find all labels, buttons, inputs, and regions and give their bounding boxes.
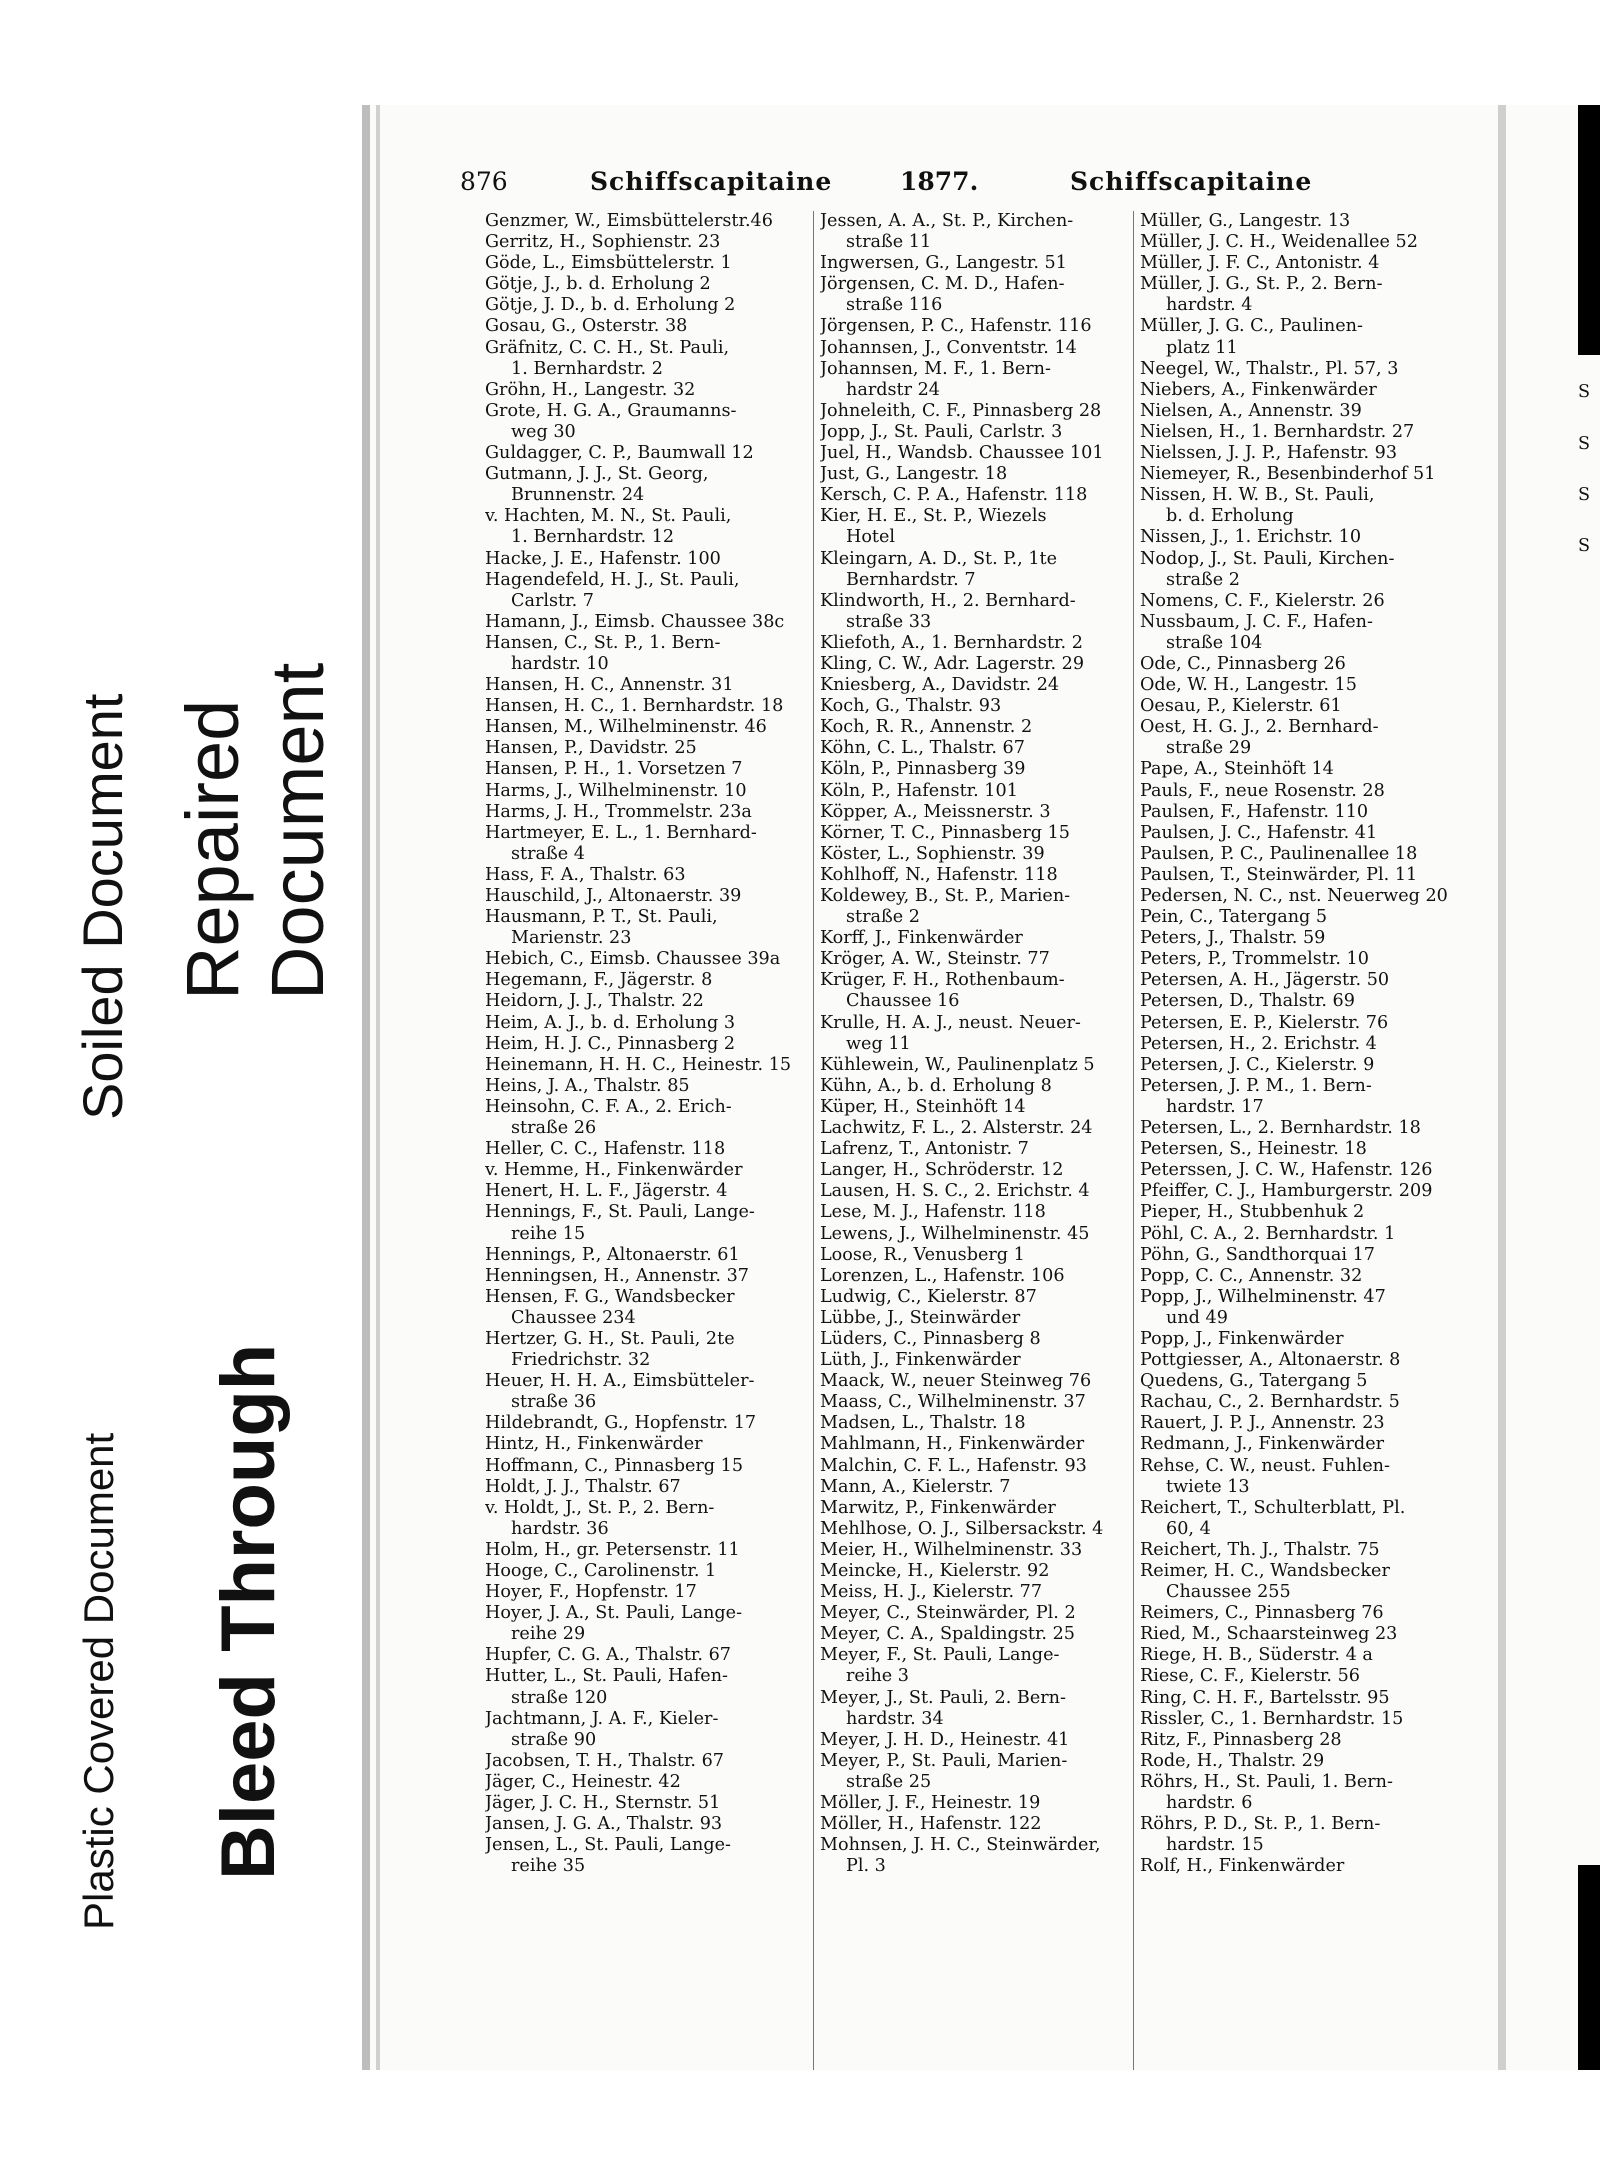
directory-entry-continuation: straße 104 [1166, 632, 1263, 653]
directory-column-2 [820, 211, 1145, 1877]
directory-entry: Kling, C. W., Adr. Lagerstr. 29 [820, 653, 1085, 674]
directory-entry: Popp, J., Finkenwärder [1140, 1328, 1344, 1349]
directory-entry: Heinemann, H. H. C., Heinestr. 15 [485, 1054, 792, 1075]
directory-entry: Holdt, J. J., Thalstr. 67 [485, 1476, 681, 1497]
directory-entry: Johneleith, C. F., Pinnasberg 28 [820, 400, 1102, 421]
adjacent-page-edge [1506, 105, 1600, 2070]
directory-entry-continuation: reihe 29 [511, 1624, 586, 1645]
directory-entry-continuation: Carlstr. 7 [511, 590, 594, 611]
directory-entry-continuation: hardstr. 10 [511, 653, 609, 674]
directory-entry-continuation: hardstr. 15 [1166, 1835, 1264, 1856]
directory-entry: Lübbe, J., Steinwärder [820, 1307, 1021, 1328]
directory-entry: Hertzer, G. H., St. Pauli, 2te [485, 1328, 735, 1349]
directory-entry: Mehlhose, O. J., Silbersackstr. 4 [820, 1518, 1104, 1539]
directory-entry: Heidorn, J. J., Thalstr. 22 [485, 991, 704, 1012]
directory-entry: Gerritz, H., Sophienstr. 23 [485, 232, 721, 253]
directory-entry: Hoyer, F., Hopfenstr. 17 [485, 1582, 697, 1603]
directory-entry: Meyer, P., St. Pauli, Marien- [820, 1750, 1068, 1771]
directory-entry: Heim, H. J. C., Pinnasberg 2 [485, 1033, 736, 1054]
directory-entry: Kühn, A., b. d. Erholung 8 [820, 1075, 1052, 1096]
directory-entry: Heinsohn, C. F. A., 2. Erich- [485, 1096, 732, 1117]
adjacent-page-fragment: S [1578, 535, 1591, 556]
directory-entry: Nomens, C. F., Kielerstr. 26 [1140, 590, 1385, 611]
directory-entry: Reichert, T., Schulterblatt, Pl. [1140, 1497, 1406, 1518]
directory-entry: Rachau, C., 2. Bernhardstr. 5 [1140, 1392, 1400, 1413]
directory-entry: Redmann, J., Finkenwärder [1140, 1434, 1385, 1455]
directory-entry: Loose, R., Venusberg 1 [820, 1244, 1025, 1265]
directory-entry: Marwitz, P., Finkenwärder [820, 1497, 1056, 1518]
directory-entry: Krulle, H. A. J., neust. Neuer- [820, 1012, 1081, 1033]
directory-entry: Meiss, H. J., Kielerstr. 77 [820, 1582, 1043, 1603]
directory-entry: Müller, J. G. C., Paulinen- [1140, 316, 1363, 337]
directory-entry: Hupfer, C. G. A., Thalstr. 67 [485, 1645, 731, 1666]
directory-entry: Harms, J. H., Trommelstr. 23a [485, 801, 752, 822]
directory-entry: Petersen, H., 2. Erichstr. 4 [1140, 1033, 1377, 1054]
directory-entry: Lorenzen, L., Hafenstr. 106 [820, 1265, 1065, 1286]
directory-entry: Kniesberg, A., Davidstr. 24 [820, 675, 1060, 696]
directory-entry: Müller, J. F. C., Antonistr. 4 [1140, 253, 1380, 274]
directory-entry-continuation: Hotel [846, 527, 896, 548]
directory-entry: Koldewey, B., St. P., Marien- [820, 886, 1071, 906]
directory-entry: Meyer, C., Steinwärder, Pl. 2 [820, 1603, 1076, 1624]
directory-entry: Lese, M. J., Hafenstr. 118 [820, 1202, 1046, 1223]
directory-entry: Petersen, E. P., Kielerstr. 76 [1140, 1012, 1389, 1033]
directory-entry: Petersen, S., Heinestr. 18 [1140, 1139, 1367, 1160]
directory-entry: Jörgensen, P. C., Hafenstr. 116 [820, 316, 1092, 337]
directory-entry: Genzmer, W., Eimsbüttelerstr.46 [485, 211, 773, 231]
directory-entry: Pfeiffer, C. J., Hamburgerstr. 209 [1140, 1181, 1433, 1202]
directory-entry: Körner, T. C., Pinnasberg 15 [820, 822, 1070, 843]
directory-entry: Hass, F. A., Thalstr. 63 [485, 864, 686, 885]
directory-entry: Hennings, F., St. Pauli, Lange- [485, 1202, 755, 1223]
directory-entry: Pein, C., Tatergang 5 [1140, 907, 1328, 928]
directory-entry: Just, G., Langestr. 18 [820, 464, 1008, 485]
directory-entry: Meyer, C. A., Spaldingstr. 25 [820, 1624, 1076, 1645]
directory-entry-continuation: straße 36 [511, 1392, 597, 1413]
directory-entry: Quedens, G., Tatergang 5 [1140, 1371, 1368, 1392]
directory-entry: Ried, M., Schaarsteinweg 23 [1140, 1624, 1398, 1645]
directory-entry: Hacke, J. E., Hafenstr. 100 [485, 548, 721, 569]
directory-entry: Köpper, A., Meissnerstr. 3 [820, 801, 1051, 822]
directory-entry: Gräfnitz, C. C. H., St. Pauli, [485, 337, 730, 358]
directory-entry: Henert, H. L. F., Jägerstr. 4 [485, 1181, 728, 1202]
directory-entry: Rauert, J. P. J., Annenstr. 23 [1140, 1413, 1385, 1434]
directory-column-3 [1140, 211, 1465, 1877]
directory-entry-continuation: hardstr. 6 [1166, 1793, 1253, 1814]
directory-entry: Petersen, A. H., Jägerstr. 50 [1140, 970, 1390, 991]
directory-entry-continuation: straße 2 [1166, 569, 1240, 590]
directory-entry: Paulsen, F., Hafenstr. 110 [1140, 801, 1369, 822]
directory-entry: Köln, P., Hafenstr. 101 [820, 780, 1018, 801]
directory-entry: Harms, J., Wilhelminenstr. 10 [485, 780, 747, 801]
directory-entry: Meincke, H., Kielerstr. 92 [820, 1561, 1050, 1581]
directory-entry: Jäger, C., Heinestr. 42 [485, 1771, 681, 1792]
directory-entry-continuation: hardstr. 4 [1166, 295, 1253, 316]
directory-entry: Meier, H., Wilhelminenstr. 33 [820, 1539, 1083, 1560]
directory-entry: Pöhl, C. A., 2. Bernhardstr. 1 [1140, 1223, 1396, 1244]
header-right-title: Schiffscapitaine [1070, 167, 1313, 196]
directory-entry: Rode, H., Thalstr. 29 [1140, 1750, 1325, 1771]
directory-entry: Gosau, G., Osterstr. 38 [485, 316, 688, 337]
directory-entry: Kühlewein, W., Paulinenplatz 5 [820, 1054, 1095, 1075]
directory-entry: Langer, H., Schröderstr. 12 [820, 1160, 1064, 1181]
directory-entry: Hoffmann, C., Pinnasberg 15 [485, 1455, 744, 1476]
directory-entry: Lafrenz, T., Antonistr. 7 [820, 1139, 1029, 1160]
directory-entry-continuation: und 49 [1166, 1307, 1228, 1328]
directory-entry: Köster, L., Sophienstr. 39 [820, 843, 1045, 864]
directory-entry: Hansen, C., St. P., 1. Bern- [485, 632, 721, 653]
directory-entry-continuation: reihe 3 [846, 1666, 909, 1687]
directory-entry: Paulsen, J. C., Hafenstr. 41 [1140, 822, 1378, 843]
directory-entry: Kliefoth, A., 1. Bernhardstr. 2 [820, 632, 1083, 653]
directory-entry-continuation: straße 120 [511, 1687, 608, 1708]
directory-entry: v. Hemme, H., Finkenwärder [485, 1160, 743, 1181]
directory-entry: Popp, C. C., Annenstr. 32 [1140, 1265, 1363, 1286]
directory-entry: Hansen, P. H., 1. Vorsetzen 7 [485, 759, 743, 780]
column-divider [1133, 211, 1134, 2070]
directory-entry: Hensen, F. G., Wandsbecker [485, 1286, 735, 1307]
directory-entry: Hauschild, J., Altonaerstr. 39 [485, 886, 742, 906]
directory-entry: Holm, H., gr. Petersenstr. 11 [485, 1539, 740, 1560]
adjacent-page-fragment: S [1578, 382, 1591, 403]
directory-entry-continuation: platz 11 [1166, 337, 1238, 358]
directory-entry: Kier, H. E., St. P., Wiezels [820, 506, 1047, 527]
directory-entry: Hildebrandt, G., Hopfenstr. 17 [485, 1413, 757, 1434]
directory-entry: Hegemann, F., Jägerstr. 8 [485, 970, 713, 991]
directory-entry: Reichert, Th. J., Thalstr. 75 [1140, 1539, 1380, 1560]
column-divider [813, 211, 814, 2070]
directory-entry: Meyer, F., St. Pauli, Lange- [820, 1645, 1060, 1666]
directory-entry-continuation: 60, 4 [1166, 1518, 1211, 1539]
directory-entry: Maack, W., neuer Steinweg 76 [820, 1371, 1092, 1392]
directory-entry: v. Hachten, M. N., St. Pauli, [485, 506, 732, 527]
scanned-page [362, 105, 1500, 2070]
directory-entry: Paulsen, T., Steinwärder, Pl. 11 [1140, 864, 1418, 885]
directory-entry-continuation: Chaussee 255 [1166, 1582, 1291, 1603]
directory-entry: Jacobsen, T. H., Thalstr. 67 [485, 1750, 724, 1771]
directory-entry: Röhrs, P. D., St. P., 1. Bern- [1140, 1814, 1381, 1835]
directory-entry-continuation: straße 90 [511, 1729, 597, 1750]
directory-entry: Henningsen, H., Annenstr. 37 [485, 1265, 749, 1286]
directory-entry: Hintz, H., Finkenwärder [485, 1434, 703, 1455]
directory-entry: Heller, C. C., Hafenstr. 118 [485, 1139, 726, 1160]
directory-entry: Nielsen, H., 1. Bernhardstr. 27 [1140, 421, 1415, 442]
directory-entry: Johannsen, J., Conventstr. 14 [820, 337, 1077, 358]
directory-entry: Möller, H., Hafenstr. 122 [820, 1814, 1042, 1835]
directory-entry: Nussbaum, J. C. F., Hafen- [1140, 611, 1373, 632]
directory-entry: Petersen, J. P. M., 1. Bern- [1140, 1075, 1372, 1096]
directory-entry: Ritz, F., Pinnasberg 28 [1140, 1729, 1342, 1750]
directory-entry: Göde, L., Eimsbüttelerstr. 1 [485, 253, 732, 274]
directory-entry-continuation: Bernhardstr. 7 [846, 569, 976, 590]
directory-entry: Korff, J., Finkenwärder [820, 928, 1023, 949]
directory-entry: Küper, H., Steinhöft 14 [820, 1096, 1026, 1117]
directory-entry: Oest, H. G. J., 2. Bernhard- [1140, 717, 1379, 738]
directory-entry: Hansen, M., Wilhelminenstr. 46 [485, 717, 767, 738]
directory-entry: Röhrs, H., St. Pauli, 1. Bern- [1140, 1771, 1393, 1792]
directory-entry: Ingwersen, G., Langestr. 51 [820, 253, 1067, 274]
directory-entry: Mahlmann, H., Finkenwärder [820, 1434, 1085, 1455]
directory-entry-continuation: reihe 35 [511, 1856, 586, 1877]
directory-entry-continuation: 1. Bernhardstr. 12 [511, 527, 675, 548]
directory-entry: Ode, C., Pinnasberg 26 [1140, 653, 1346, 674]
directory-entry-continuation: reihe 15 [511, 1223, 586, 1244]
directory-entry: Hutter, L., St. Pauli, Hafen- [485, 1666, 728, 1687]
directory-entry: Hennings, P., Altonaerstr. 61 [485, 1244, 740, 1265]
directory-entry: Paulsen, P. C., Paulinenallee 18 [1140, 843, 1418, 864]
directory-entry-continuation: twiete 13 [1166, 1476, 1250, 1497]
directory-entry: Ring, C. H. F., Bartelsstr. 95 [1140, 1687, 1390, 1708]
directory-entry: Pauls, F., neue Rosenstr. 28 [1140, 780, 1385, 801]
directory-entry: Lüth, J., Finkenwärder [820, 1350, 1021, 1371]
soiled-document-label: Soiled Document [71, 693, 134, 1120]
directory-entry: Koch, R. R., Annenstr. 2 [820, 717, 1033, 738]
directory-entry: Niemeyer, R., Besenbinderhof 51 [1140, 464, 1436, 485]
directory-entry: Ode, W. H., Langestr. 15 [1140, 675, 1357, 696]
plastic-covered-document-label: Plastic Covered Document [75, 1432, 122, 1930]
directory-entry: Heim, A. J., b. d. Erholung 3 [485, 1012, 736, 1033]
directory-entry: Rolf, H., Finkenwärder [1140, 1856, 1345, 1877]
directory-entry: Guldagger, C. P., Baumwall 12 [485, 443, 754, 464]
directory-entry: Jansen, J. G. A., Thalstr. 93 [485, 1814, 723, 1835]
directory-entry: Mohnsen, J. H. C., Steinwärder, [820, 1835, 1101, 1856]
directory-entry: Riege, H. B., Süderstr. 4 a [1140, 1645, 1373, 1666]
directory-entry: Meyer, J., St. Pauli, 2. Bern- [820, 1687, 1066, 1708]
directory-entry: Hebich, C., Eimsb. Chaussee 39a [485, 949, 781, 970]
directory-entry: Götje, J., b. d. Erholung 2 [485, 274, 711, 295]
directory-entry: Müller, J. G., St. P., 2. Bern- [1140, 274, 1383, 295]
directory-entry-continuation: straße 29 [1166, 738, 1252, 759]
directory-entry: Hamann, J., Eimsb. Chaussee 38c [485, 611, 785, 632]
directory-entry: Reimers, C., Pinnasberg 76 [1140, 1603, 1384, 1624]
adjacent-page-fragment: S [1578, 484, 1591, 505]
directory-entry: Jessen, A. A., St. P., Kirchen- [820, 211, 1074, 231]
directory-entry: Gutmann, J. J., St. Georg, [485, 464, 709, 485]
repaired-document-label: Document [256, 662, 339, 1000]
directory-entry: Nissen, H. W. B., St. Pauli, [1140, 485, 1375, 506]
directory-entry: Klindworth, H., 2. Bernhard- [820, 590, 1076, 611]
directory-entry: Lüders, C., Pinnasberg 8 [820, 1328, 1041, 1349]
directory-entry: Oesau, P., Kielerstr. 61 [1140, 696, 1342, 717]
directory-entry: Jörgensen, C. M. D., Hafen- [820, 274, 1065, 295]
directory-entry: Peters, P., Trommelstr. 10 [1140, 949, 1369, 970]
directory-entry: Reimer, H. C., Wandsbecker [1140, 1561, 1390, 1581]
directory-entry-continuation: Marienstr. 23 [511, 928, 632, 949]
directory-entry: Maass, C., Wilhelminenstr. 37 [820, 1392, 1086, 1413]
directory-entry: Pottgiesser, A., Altonaerstr. 8 [1140, 1350, 1401, 1371]
directory-entry: Juel, H., Wandsb. Chaussee 101 [820, 443, 1104, 464]
directory-entry: Hagendefeld, H. J., St. Pauli, [485, 569, 740, 590]
directory-entry: Hartmeyer, E. L., 1. Bernhard- [485, 822, 757, 843]
directory-entry-continuation: Chaussee 234 [511, 1307, 636, 1328]
directory-entry: Heins, J. A., Thalstr. 85 [485, 1075, 690, 1096]
directory-entry-continuation: straße 11 [846, 232, 932, 253]
scan-border-top [1578, 105, 1600, 355]
directory-entry: Gröhn, H., Langestr. 32 [485, 379, 696, 400]
repaired-label: Repaired [171, 699, 254, 1000]
directory-entry: Götje, J. D., b. d. Erholung 2 [485, 295, 736, 316]
directory-entry: v. Holdt, J., St. P., 2. Bern- [485, 1497, 715, 1518]
directory-entry-continuation: b. d. Erholung [1166, 506, 1294, 527]
directory-entry: Hansen, P., Davidstr. 25 [485, 738, 697, 759]
directory-entry: Hoyer, J. A., St. Pauli, Lange- [485, 1603, 743, 1624]
directory-entry: Nissen, J., 1. Erichstr. 10 [1140, 527, 1362, 548]
book-gutter [1498, 105, 1506, 2070]
directory-entry: Müller, G., Langestr. 13 [1140, 211, 1351, 231]
directory-entry: Köhn, C. L., Thalstr. 67 [820, 738, 1025, 759]
directory-entry: Mann, A., Kielerstr. 7 [820, 1476, 1011, 1497]
directory-entry-continuation: straße 116 [846, 295, 943, 316]
directory-entry: Pöhn, G., Sandthorquai 17 [1140, 1244, 1375, 1265]
directory-entry: Lachwitz, F. L., 2. Alsterstr. 24 [820, 1118, 1093, 1139]
directory-entry-continuation: Brunnenstr. 24 [511, 485, 645, 506]
directory-entry-continuation: straße 25 [846, 1771, 932, 1792]
directory-entry: Peters, J., Thalstr. 59 [1140, 928, 1326, 949]
header-left-title: Schiffscapitaine [590, 167, 833, 196]
directory-entry: Jäger, J. C. H., Sternstr. 51 [485, 1793, 721, 1814]
scan-border-bottom [1578, 1865, 1600, 2070]
directory-entry-continuation: hardstr 24 [846, 379, 940, 400]
directory-entry-continuation: hardstr. 36 [511, 1518, 609, 1539]
directory-entry: Nodop, J., St. Pauli, Kirchen- [1140, 548, 1395, 569]
directory-entry-continuation: straße 26 [511, 1118, 597, 1139]
directory-entry-continuation: Friedrichstr. 32 [511, 1350, 651, 1371]
directory-entry-continuation: weg 11 [846, 1033, 911, 1054]
directory-entry: Madsen, L., Thalstr. 18 [820, 1413, 1026, 1434]
directory-entry: Nielssen, J. J. P., Hafenstr. 93 [1140, 443, 1398, 464]
directory-entry: Hooge, C., Carolinenstr. 1 [485, 1561, 717, 1581]
directory-entry: Lausen, H. S. C., 2. Erichstr. 4 [820, 1181, 1090, 1202]
directory-column-1 [485, 211, 810, 1877]
directory-entry: Köln, P., Pinnasberg 39 [820, 759, 1026, 780]
directory-entry: Malchin, C. F. L., Hafenstr. 93 [820, 1455, 1087, 1476]
directory-entry: Pedersen, N. C., nst. Neuerweg 20 [1140, 886, 1448, 906]
directory-entry: Krüger, F. H., Rothenbaum- [820, 970, 1065, 991]
directory-entry: Johannsen, M. F., 1. Bern- [820, 358, 1051, 379]
directory-entry-continuation: Pl. 3 [846, 1856, 886, 1877]
directory-entry: Kersch, C. P. A., Hafenstr. 118 [820, 485, 1088, 506]
adjacent-page-fragment: S [1578, 433, 1591, 454]
directory-entry: Hausmann, P. T., St. Pauli, [485, 907, 718, 928]
directory-entry-continuation: weg 30 [511, 421, 576, 442]
directory-entry: Kröger, A. W., Steinstr. 77 [820, 949, 1050, 970]
page-number: 876 [460, 167, 508, 196]
header-year: 1877. [900, 167, 979, 196]
directory-entry: Pieper, H., Stubbenhuk 2 [1140, 1202, 1365, 1223]
page-header [460, 167, 1460, 207]
annotation-labels [0, 0, 360, 2177]
directory-entry: Müller, J. C. H., Weidenallee 52 [1140, 232, 1418, 253]
directory-entry-continuation: straße 4 [511, 843, 585, 864]
directory-entry: Möller, J. F., Heinestr. 19 [820, 1793, 1041, 1814]
directory-entry-continuation: straße 2 [846, 907, 920, 928]
directory-entry: Jopp, J., St. Pauli, Carlstr. 3 [820, 421, 1063, 442]
directory-entry: Nielsen, A., Annenstr. 39 [1140, 400, 1362, 421]
directory-entry: Rissler, C., 1. Bernhardstr. 15 [1140, 1708, 1404, 1729]
directory-entry: Meyer, J. H. D., Heinestr. 41 [820, 1729, 1070, 1750]
directory-entry: Popp, J., Wilhelminenstr. 47 [1140, 1286, 1386, 1307]
directory-entry: Grote, H. G. A., Graumanns- [485, 400, 737, 421]
directory-entry-continuation: hardstr. 34 [846, 1708, 944, 1729]
directory-entry: Pape, A., Steinhöft 14 [1140, 759, 1334, 780]
directory-entry: Neegel, W., Thalstr., Pl. 57, 3 [1140, 358, 1399, 379]
directory-entry-continuation: Chaussee 16 [846, 991, 960, 1012]
directory-entry: Kohlhoff, N., Hafenstr. 118 [820, 864, 1058, 885]
directory-entry: Hansen, H. C., 1. Bernhardstr. 18 [485, 696, 784, 717]
directory-entry: Rehse, C. W., neust. Fuhlen- [1140, 1455, 1390, 1476]
directory-entry: Lewens, J., Wilhelminenstr. 45 [820, 1223, 1090, 1244]
directory-entry: Hansen, H. C., Annenstr. 31 [485, 675, 734, 696]
directory-entry: Niebers, A., Finkenwärder [1140, 379, 1377, 400]
directory-entry: Petersen, L., 2. Bernhardstr. 18 [1140, 1118, 1421, 1139]
directory-entry: Riese, C. F., Kielerstr. 56 [1140, 1666, 1360, 1687]
directory-entry: Koch, G., Thalstr. 93 [820, 696, 1002, 717]
bleed-through-label: Bleed Through [206, 1343, 291, 1880]
directory-entry: Jachtmann, J. A. F., Kieler- [485, 1708, 719, 1729]
directory-entry: Petersen, J. C., Kielerstr. 9 [1140, 1054, 1375, 1075]
directory-entry: Kleingarn, A. D., St. P., 1te [820, 548, 1057, 569]
directory-entry: Heuer, H. H. A., Eimsbütteler- [485, 1371, 755, 1392]
directory-entry: Petersen, D., Thalstr. 69 [1140, 991, 1355, 1012]
directory-entry: Peterssen, J. C. W., Hafenstr. 126 [1140, 1160, 1433, 1181]
directory-entry-continuation: 1. Bernhardstr. 2 [511, 358, 663, 379]
directory-entry-continuation: hardstr. 17 [1166, 1096, 1264, 1117]
directory-entry: Jensen, L., St. Pauli, Lange- [485, 1835, 731, 1856]
directory-entry-continuation: straße 33 [846, 611, 932, 632]
directory-entry: Ludwig, C., Kielerstr. 87 [820, 1286, 1037, 1307]
